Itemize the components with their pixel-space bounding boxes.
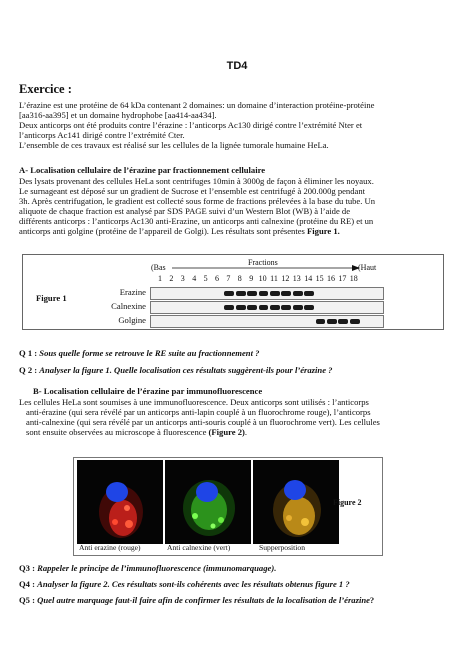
section-b-line: Les cellules HeLa sont soumises à une immunofluorescence. Deux anticorps sont utilisés : l’anticorps — [19, 397, 369, 407]
blot-band — [293, 291, 303, 296]
question-2 — [19, 365, 332, 375]
intro-line: L’érazine est une protéine de 64 kDa contenant 2 domaines: un domaine d’interaction protéine-protéine — [19, 100, 375, 110]
fraction-number: 10 — [258, 274, 267, 283]
blot-band — [247, 291, 257, 296]
blot-band — [304, 291, 314, 296]
figure-1-label: Figure 1 — [36, 293, 67, 303]
fraction-number: 6 — [215, 274, 219, 283]
section-b-paragraph — [19, 397, 463, 437]
fraction-number: 2 — [169, 274, 174, 283]
section-a-line: Des lysats provenant des cellules HeLa sont centrifuges 10min à 3000g de façon à éliminer les noyaux. — [19, 176, 374, 186]
fraction-arrow — [172, 264, 362, 272]
blot-band — [338, 319, 348, 324]
fraction-number: 4 — [192, 274, 197, 283]
section-b-line: sont ensuite observées au microscope à fluorescence — [26, 427, 209, 437]
blot-golgine — [150, 315, 384, 328]
blot-band — [316, 319, 326, 324]
section-a-line: anticorps anti golgine (protéine de l’appareil de Golgi). Les résultats sont présentes — [19, 226, 308, 236]
question-1-text: Sous quelle forme se retrouve le RE suite au fractionnement ? — [39, 348, 260, 358]
question-4 — [19, 579, 350, 589]
blot-band — [236, 305, 246, 310]
fraction-top-label: (Haut — [358, 263, 377, 272]
section-b-line: anti-calnexine (qui sera révélé par un anticorps anti-souris couplé à un fluorochrome vert). Les cellules — [26, 417, 380, 427]
blot-band — [224, 291, 234, 296]
section-a-line: Le surnageant est déposé sur un gradient de Sucrose et l’ensemble est centrifugé à 200.000g pendant — [19, 186, 366, 196]
figure-1-reference: Figure 1. — [307, 226, 340, 236]
panel-anti-erazine — [77, 460, 163, 544]
fraction-number: 7 — [226, 274, 231, 283]
blot-erazine — [150, 287, 384, 300]
caption-anti-calnexine: Anti calnexine (vert) — [167, 543, 231, 552]
fraction-number: 17 — [338, 274, 347, 283]
panel-superposition — [253, 460, 339, 544]
fraction-number: 14 — [304, 274, 313, 283]
question-5 — [19, 595, 374, 605]
caption-anti-erazine: Anti erazine (rouge) — [79, 543, 141, 552]
intro-line: l’anticorps Ac141 dirigé contre l’extrémité Cter. — [19, 130, 185, 140]
question-5-number: Q5 : — [19, 595, 35, 605]
blot-band — [350, 319, 360, 324]
blot-band — [327, 319, 337, 324]
blot-calnexine — [150, 301, 384, 314]
fraction-number: 12 — [281, 274, 290, 283]
section-b-heading: B- Localisation cellulaire de l’érazine par immunofluorescence — [33, 386, 263, 396]
green-cell-image — [165, 460, 251, 544]
fraction-number: 8 — [237, 274, 242, 283]
figure-2-reference: (Figure 2) — [208, 427, 245, 437]
section-a-line: différents anticorps : l’anticorps Ac130 anti-Erazine, un anticorps anti calnexine (protéine du RE) et un — [19, 216, 374, 226]
fraction-number: 18 — [349, 274, 358, 283]
question-3 — [19, 563, 276, 573]
fraction-number: 13 — [292, 274, 301, 283]
blot-band — [270, 305, 280, 310]
blot-band — [281, 291, 291, 296]
question-5-text: Quel autre marquage faut-il faire afin de confirmer les résultats de la localisation de l’érazine — [37, 595, 370, 605]
fraction-number: 1 — [158, 274, 162, 283]
blot-band — [281, 305, 291, 310]
section-b-line-last — [19, 427, 463, 437]
question-5-mark: ? — [369, 595, 375, 605]
section-a-line: aliquote de chaque fraction est analysé par SDS PAGE suivi d’un Western Blot (WB) à l’aide de — [19, 206, 351, 216]
blot-label-erazine: Erazine — [119, 287, 146, 297]
blot-label-golgine: Golgine — [118, 315, 146, 325]
blot-band — [259, 291, 269, 296]
blot-band — [304, 305, 314, 310]
blot-band — [259, 305, 269, 310]
question-3-text: Rappeler le principe de l’immunofluorescence (immunomarquage). — [37, 563, 277, 573]
panel-anti-calnexine — [165, 460, 251, 544]
exercise-heading: Exercice : — [19, 82, 72, 96]
fraction-number: 16 — [327, 274, 335, 283]
intro-line: [aa316-aa395] et un domaine hydrophobe [aa414-aa434]. — [19, 110, 217, 120]
blot-label-calnexine: Calnexine — [111, 301, 146, 311]
fraction-number: 3 — [180, 274, 185, 283]
fraction-number: 15 — [315, 274, 324, 283]
red-cell-image — [77, 460, 163, 544]
question-3-number: Q3 : — [19, 563, 35, 573]
blot-band — [293, 305, 303, 310]
blot-band — [236, 291, 246, 296]
intro-line: Deux anticorps ont été produits contre l’érazine : l’anticorps Ac130 dirigé contre l’extrémité Nter et — [19, 120, 363, 130]
question-4-number: Q4 : — [19, 579, 35, 589]
merge-cell-image — [253, 460, 339, 544]
question-2-text: Analyser la figure 1. Quelle localisation ces résultats suggèrent-ils pour l’érazine ? — [39, 365, 333, 375]
fraction-number: 11 — [270, 274, 278, 283]
section-a-line-last — [19, 226, 461, 236]
section-a-line: 3h. Après centrifugation, le gradient est collecté sous forme de fractions prélevées à la base du tube. Un — [19, 196, 376, 206]
section-a-heading: A- Localisation cellulaire de l’érazine par fractionnement cellulaire — [19, 165, 266, 175]
fraction-number: 9 — [249, 274, 254, 283]
question-2-number: Q 2 : — [19, 365, 38, 375]
blot-band — [270, 291, 280, 296]
page-title: TD4 — [226, 60, 248, 72]
fraction-number: 5 — [203, 274, 208, 283]
intro-paragraph — [19, 100, 461, 150]
blot-band — [247, 305, 257, 310]
intro-line: L’ensemble de ces travaux est réalisé sur les cellules de la lignée tumorale humaine HeLa. — [19, 140, 329, 150]
fractions-title: Fractions — [248, 258, 278, 267]
question-1-number: Q 1 : — [19, 348, 38, 358]
section-b-period: . — [244, 427, 248, 437]
blot-band — [224, 305, 234, 310]
question-1 — [19, 348, 259, 358]
question-4-text: Analyser la figure 2. Ces résultats sont-ils cohérents avec les résultats obtenus figure 1 ? — [37, 579, 350, 589]
figure-2-label: Figure 2 — [333, 498, 362, 507]
section-a-paragraph — [19, 176, 461, 236]
fraction-bottom-label: (Bas — [151, 263, 166, 272]
caption-superposition: Supperposition — [259, 543, 305, 552]
section-b-line: anti-érazine (qui sera révélé par un anticorps anti-lapin couplé à un fluorochrome rouge), l’anticorps — [26, 407, 371, 417]
